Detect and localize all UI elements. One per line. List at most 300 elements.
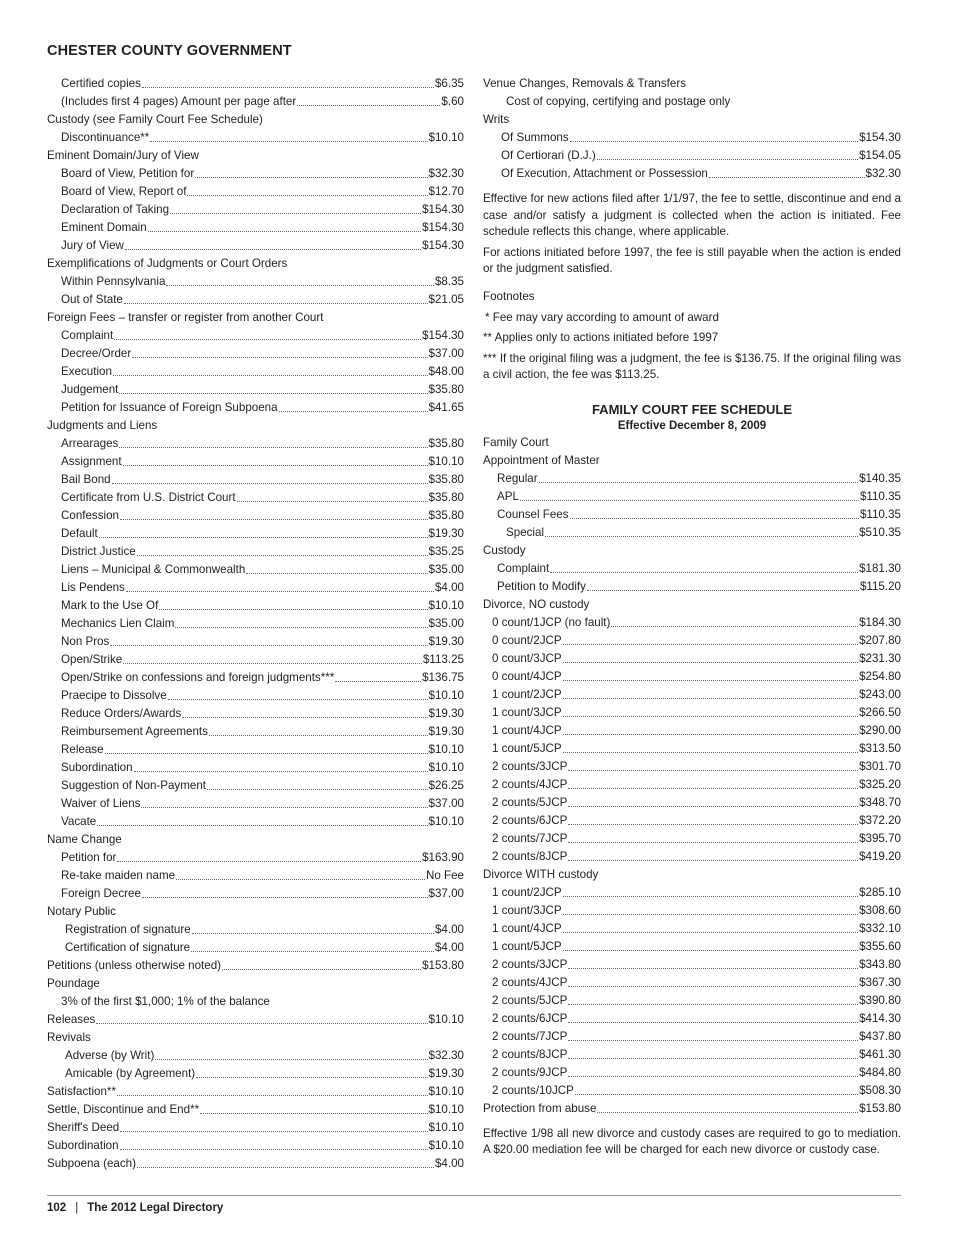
fee-label: Vacate	[61, 815, 97, 828]
fee-amount: $10.10	[428, 1085, 464, 1098]
fee-row	[47, 525, 464, 543]
fee-label: 2 counts/10JCP	[492, 1083, 574, 1097]
fee-row	[483, 632, 901, 650]
fee-amount: $343.80	[859, 957, 901, 971]
fee-row	[47, 813, 464, 831]
fee-amount: $163.90	[422, 851, 464, 864]
dot-leader	[597, 147, 858, 160]
fee-category-heading	[483, 93, 901, 111]
fee-label: Sheriff's Deed	[47, 1121, 120, 1134]
dot-leader	[568, 758, 858, 771]
effective-new-actions-note: Effective for new actions filed after 1/1/97, the fee to settle, discontinue and end a case and/or satisfy a judgment is collected when the action is initiated. Fee schedule reflects this change, where applicable.	[483, 192, 901, 238]
fee-amount: $10.10	[428, 761, 464, 774]
fee-row	[483, 129, 901, 147]
dot-leader	[105, 741, 428, 754]
fee-label: Jury of View	[61, 239, 124, 252]
fee-label: (Includes first 4 pages) Amount per page after	[61, 95, 297, 108]
fee-amount: $19.30	[428, 707, 464, 720]
fee-amount: No Fee	[425, 869, 464, 882]
fee-amount: $37.00	[428, 797, 464, 810]
fee-amount: $10.10	[428, 815, 464, 828]
dot-leader	[568, 992, 858, 1005]
dot-leader	[114, 327, 421, 340]
fee-row	[483, 470, 901, 488]
fee-amount: $35.00	[428, 563, 464, 576]
fee-amount: $10.10	[428, 1121, 464, 1134]
footer-rule	[47, 1195, 901, 1196]
fee-row	[47, 579, 464, 597]
fee-amount: $290.00	[859, 723, 901, 737]
fee-category-heading	[47, 417, 464, 435]
footnote-3: *** If the original filing was a judgment, the fee is $136.75. If the original filing was a civil action, the fee was $113.25.	[483, 351, 901, 381]
fee-label: Decree/Order	[61, 347, 132, 360]
fee-row	[483, 902, 901, 920]
fee-label: 1 count/2JCP	[492, 687, 562, 701]
dot-leader	[246, 561, 427, 574]
fee-label: Divorce WITH custody	[483, 867, 599, 881]
fee-label: 1 count/4JCP	[492, 723, 562, 737]
fee-label: Foreign Decree	[61, 887, 141, 900]
fee-label: Open/Strike	[61, 653, 123, 666]
fee-label: Petition for	[61, 851, 117, 864]
dot-leader	[568, 1028, 858, 1041]
fee-amount: $10.10	[428, 455, 464, 468]
fee-row	[47, 291, 464, 309]
dot-leader	[611, 614, 858, 627]
fee-amount: $115.20	[859, 579, 901, 593]
fee-category-heading	[47, 1029, 464, 1047]
fee-amount: $10.10	[428, 599, 464, 612]
fee-row	[47, 795, 464, 813]
fee-amount: $35.80	[428, 437, 464, 450]
fee-row	[47, 597, 464, 615]
fee-label: Petitions (unless otherwise noted)	[47, 959, 221, 972]
fee-amount: $395.70	[859, 831, 901, 845]
fee-row	[47, 75, 464, 93]
fee-row	[47, 201, 464, 219]
dot-leader	[563, 722, 858, 735]
fee-category-heading	[483, 75, 901, 93]
fee-label: 1 count/5JCP	[492, 741, 562, 755]
fee-label: Registration of signature	[65, 923, 191, 936]
fee-label: 3% of the first $1,000; 1% of the balance	[61, 995, 270, 1008]
fee-label: Complaint	[497, 561, 550, 575]
dot-leader	[563, 686, 858, 699]
fee-amount: $110.35	[859, 507, 901, 521]
dot-leader	[568, 974, 858, 987]
fee-label: Bail Bond	[61, 473, 111, 486]
fee-amount: $313.50	[859, 741, 901, 755]
fee-amount: $153.80	[859, 1101, 901, 1115]
fee-row	[483, 686, 901, 704]
fee-label: 0 count/2JCP	[492, 633, 562, 647]
dot-leader	[279, 399, 428, 412]
fee-row	[47, 1137, 464, 1155]
fee-label: Subordination	[61, 761, 133, 774]
fee-label: Counsel Fees	[497, 507, 569, 521]
fee-amount: $207.80	[859, 633, 901, 647]
fee-label: Declaration of Taking	[61, 203, 170, 216]
fee-label: Out of State	[61, 293, 123, 306]
dot-leader	[126, 579, 434, 592]
fee-category-heading	[47, 255, 464, 273]
fee-amount: $32.30	[865, 167, 901, 180]
dot-leader	[209, 723, 428, 736]
fee-category-heading	[483, 866, 901, 884]
fee-row	[483, 722, 901, 740]
fee-label: Mark to the Use Of	[61, 599, 159, 612]
fee-row	[483, 794, 901, 812]
fee-row	[47, 723, 464, 741]
dot-leader	[237, 489, 428, 502]
fee-amount: $19.30	[428, 725, 464, 738]
dot-leader	[150, 129, 427, 142]
fee-label: Custody	[483, 543, 526, 557]
fee-row	[483, 578, 901, 596]
fee-row	[47, 273, 464, 291]
dot-leader	[195, 165, 427, 178]
dot-leader	[563, 920, 858, 933]
fee-category-heading	[483, 596, 901, 614]
fee-label: Special	[506, 525, 545, 539]
fee-amount: $35.80	[428, 491, 464, 504]
fee-label: Regular	[497, 471, 538, 485]
fee-label: Cost of copying, certifying and postage only	[506, 95, 731, 108]
fee-amount: $154.05	[859, 149, 901, 162]
dot-leader	[563, 650, 858, 663]
fee-row	[47, 867, 464, 885]
dot-leader	[187, 183, 427, 196]
fee-label: Reimbursement Agreements	[61, 725, 208, 738]
fee-amount: $19.30	[428, 527, 464, 540]
fee-row	[47, 165, 464, 183]
fee-amount: $41.65	[428, 401, 464, 414]
fee-label: Divorce, NO custody	[483, 597, 590, 611]
fee-label: Assignment	[61, 455, 122, 468]
fee-amount: $32.30	[428, 1049, 464, 1062]
fee-row	[47, 471, 464, 489]
fee-label: Of Execution, Attachment or Possession	[501, 167, 708, 180]
fee-row	[47, 633, 464, 651]
dot-leader	[119, 435, 427, 448]
fee-amount: $32.30	[428, 167, 464, 180]
fee-amount: $12.70	[428, 185, 464, 198]
fee-row	[483, 704, 901, 722]
fee-row	[483, 812, 901, 830]
fee-amount: $484.80	[859, 1065, 901, 1079]
dot-leader	[123, 453, 428, 466]
dot-leader	[196, 1065, 427, 1078]
dot-leader	[568, 1046, 858, 1059]
dot-leader	[182, 705, 427, 718]
dot-leader	[155, 1047, 427, 1060]
fee-amount: $390.80	[859, 993, 901, 1007]
fee-row	[47, 885, 464, 903]
fee-label: APL	[497, 489, 519, 503]
fee-amount: $8.35	[434, 275, 464, 288]
dot-leader	[166, 273, 434, 286]
fee-label: Subordination	[47, 1139, 119, 1152]
fee-amount: $510.35	[859, 525, 901, 539]
fee-label: Certified copies	[61, 77, 141, 90]
fee-label: 2 counts/7JCP	[492, 831, 568, 845]
dot-leader	[563, 902, 858, 915]
fee-label: Petition to Modify	[497, 579, 586, 593]
fee-category-heading	[483, 452, 901, 470]
fee-row	[483, 524, 901, 542]
fee-amount: $355.60	[859, 939, 901, 953]
fee-label: 2 counts/4JCP	[492, 777, 568, 791]
fee-row	[47, 363, 464, 381]
before-1997-note: For actions initiated before 1997, the fee is still payable when the action is ended or the judgment satisfied.	[483, 245, 901, 275]
fee-label: Amicable (by Agreement)	[65, 1067, 196, 1080]
fee-amount: $48.00	[428, 365, 464, 378]
fee-label: Release	[61, 743, 104, 756]
fee-row	[483, 830, 901, 848]
fee-row	[47, 183, 464, 201]
fee-amount: $508.30	[859, 1083, 901, 1097]
dot-leader	[568, 776, 858, 789]
fee-amount: $35.80	[428, 383, 464, 396]
dot-leader	[123, 651, 422, 664]
fee-amount: $367.30	[859, 975, 901, 989]
fee-amount: $231.30	[859, 651, 901, 665]
fee-row	[483, 1028, 901, 1046]
dot-leader	[120, 507, 428, 520]
right-fee-column	[483, 75, 901, 1159]
fee-label: Protection from abuse	[483, 1101, 597, 1115]
page-number: 102	[47, 1202, 67, 1214]
fee-row	[483, 1010, 901, 1028]
dot-leader	[124, 291, 428, 304]
fee-amount: $10.10	[428, 689, 464, 702]
dot-leader	[120, 1119, 427, 1132]
fee-amount: $110.35	[859, 489, 901, 503]
fee-row	[483, 650, 901, 668]
fee-row	[47, 219, 464, 237]
fee-amount: $154.30	[422, 221, 464, 234]
dot-leader	[709, 165, 865, 178]
dot-leader	[97, 813, 427, 826]
fee-label: 2 counts/6JCP	[492, 813, 568, 827]
dot-leader	[545, 524, 858, 537]
venue-and-writs-list	[483, 75, 901, 183]
fee-label: Board of View, Petition for	[61, 167, 195, 180]
footer-separator: |	[75, 1202, 79, 1214]
fee-row	[47, 345, 464, 363]
fee-label: Exemplifications of Judgments or Court Orders	[47, 257, 288, 270]
fee-label: Venue Changes, Removals & Transfers	[483, 77, 686, 90]
dot-leader	[134, 759, 428, 772]
fee-row	[47, 1119, 464, 1137]
fee-label: Waiver of Liens	[61, 797, 141, 810]
fee-row	[47, 507, 464, 525]
dot-leader	[563, 632, 858, 645]
fee-category-heading	[47, 831, 464, 849]
fee-amount: $301.70	[859, 759, 901, 773]
fee-row	[483, 506, 901, 524]
fee-category-heading	[47, 309, 464, 327]
dot-leader	[141, 795, 427, 808]
family-court-subtitle: Effective December 8, 2009	[617, 419, 767, 432]
fee-label: Lis Pendens	[61, 581, 125, 594]
dot-leader	[568, 1064, 858, 1077]
fee-label: Custody (see Family Court Fee Schedule)	[47, 113, 263, 126]
fee-label: Confession	[61, 509, 120, 522]
fee-label: District Justice	[61, 545, 136, 558]
fee-row	[483, 165, 901, 183]
dot-leader	[132, 345, 427, 358]
fee-label: Arrearages	[61, 437, 119, 450]
fee-row	[47, 561, 464, 579]
fee-row	[483, 1082, 901, 1100]
dot-leader	[137, 1155, 434, 1168]
fee-row	[483, 938, 901, 956]
dot-leader	[550, 560, 858, 573]
fee-label: 2 counts/6JCP	[492, 1011, 568, 1025]
footnote-2: ** Applies only to actions initiated before 1997	[483, 331, 719, 344]
fee-row	[47, 759, 464, 777]
dot-leader	[539, 470, 858, 483]
fee-label: 2 counts/8JCP	[492, 849, 568, 863]
fee-amount: $153.80	[422, 959, 464, 972]
dot-leader	[520, 488, 859, 501]
dot-leader	[207, 777, 428, 790]
fee-amount: $154.30	[422, 203, 464, 216]
fee-amount: $19.30	[428, 635, 464, 648]
fee-amount: $140.35	[859, 471, 901, 485]
dot-leader	[168, 687, 428, 700]
fee-amount: $10.10	[428, 1139, 464, 1152]
fee-label: Praecipe to Dissolve	[61, 689, 167, 702]
fee-label: 2 counts/5JCP	[492, 795, 568, 809]
fee-amount: $154.30	[422, 239, 464, 252]
fee-label: Releases	[47, 1013, 96, 1026]
dot-leader	[117, 849, 421, 862]
fee-amount: $285.10	[859, 885, 901, 899]
family-court-fee-list	[483, 434, 901, 1118]
dot-leader	[568, 812, 858, 825]
fee-amount: $35.80	[428, 509, 464, 522]
fee-label: Eminent Domain/Jury of View	[47, 149, 199, 162]
fee-label: 1 count/4JCP	[492, 921, 562, 935]
fee-label: Board of View, Report of	[61, 185, 187, 198]
dot-leader	[335, 669, 421, 682]
dot-leader	[112, 471, 428, 484]
dot-leader	[563, 740, 858, 753]
fee-amount: $4.00	[434, 581, 464, 594]
footnotes-heading: Footnotes	[483, 289, 535, 303]
fee-label: Certificate from U.S. District Court	[61, 491, 236, 504]
fee-label: Mechanics Lien Claim	[61, 617, 175, 630]
fee-amount: $181.30	[859, 561, 901, 575]
dot-leader	[200, 1101, 427, 1114]
dot-leader	[222, 957, 421, 970]
fee-row	[483, 560, 901, 578]
fee-category-heading	[47, 903, 464, 921]
fee-row	[483, 668, 901, 686]
fee-label: Notary Public	[47, 905, 116, 918]
fee-label: 0 count/1JCP (no fault)	[492, 615, 611, 629]
fee-amount: $348.70	[859, 795, 901, 809]
fee-label: 1 count/3JCP	[492, 705, 562, 719]
dot-leader	[117, 1083, 428, 1096]
fee-category-heading	[47, 147, 464, 165]
fee-row	[47, 849, 464, 867]
fee-amount: $437.80	[859, 1029, 901, 1043]
fee-label: 2 counts/8JCP	[492, 1047, 568, 1061]
fee-label: Non Pros	[61, 635, 110, 648]
fee-amount: $10.10	[428, 1013, 464, 1026]
fee-row	[47, 435, 464, 453]
dot-leader	[159, 597, 427, 610]
dot-leader	[568, 956, 858, 969]
dot-leader	[113, 363, 428, 376]
fee-label: 2 counts/3JCP	[492, 957, 568, 971]
fee-label: Family Court	[483, 435, 549, 449]
fee-label: 2 counts/9JCP	[492, 1065, 568, 1079]
fee-amount: $461.30	[859, 1047, 901, 1061]
dot-leader	[568, 830, 858, 843]
fee-row	[47, 1101, 464, 1119]
dot-leader	[568, 794, 858, 807]
fee-category-heading	[483, 111, 901, 129]
dot-leader	[148, 219, 421, 232]
fee-label: 2 counts/5JCP	[492, 993, 568, 1007]
fee-row	[47, 93, 464, 111]
fee-label: Re-take maiden name	[61, 869, 176, 882]
dot-leader	[175, 615, 427, 628]
fee-label: Liens – Municipal & Commonwealth	[61, 563, 246, 576]
fee-row	[47, 921, 464, 939]
fee-label: 0 count/4JCP	[492, 669, 562, 683]
fee-amount: $37.00	[428, 347, 464, 360]
fee-label: Discontinuance**	[61, 131, 150, 144]
fee-label: Suggestion of Non-Payment	[61, 779, 207, 792]
fee-row	[47, 957, 464, 975]
dot-leader	[587, 578, 859, 591]
fee-row	[47, 705, 464, 723]
footnote-1: * Fee may vary according to amount of award	[485, 310, 719, 324]
fee-amount: $35.00	[428, 617, 464, 630]
fee-amount: $.60	[441, 95, 464, 108]
fee-amount: $6.35	[434, 77, 464, 90]
fee-row	[483, 776, 901, 794]
fee-amount: $19.30	[428, 1067, 464, 1080]
fee-row	[483, 956, 901, 974]
fee-row	[47, 381, 464, 399]
fee-row	[47, 651, 464, 669]
fee-amount: $308.60	[859, 903, 901, 917]
fee-label: Judgments and Liens	[47, 419, 158, 432]
fee-row	[483, 884, 901, 902]
fee-label: Subpoena (each)	[47, 1157, 136, 1170]
dot-leader	[570, 506, 859, 519]
fee-label: Reduce Orders/Awards	[61, 707, 182, 720]
fee-row	[483, 1046, 901, 1064]
dot-leader	[96, 1011, 427, 1024]
fee-label: Settle, Discontinue and End**	[47, 1103, 200, 1116]
fee-row	[47, 1065, 464, 1083]
fee-label: Foreign Fees – transfer or register from another Court	[47, 311, 324, 324]
dot-leader	[297, 93, 440, 106]
fee-row	[483, 974, 901, 992]
dot-leader	[568, 1010, 858, 1023]
fee-row	[47, 543, 464, 561]
dot-leader	[110, 633, 427, 646]
fee-label: Writs	[483, 113, 510, 126]
fee-row	[47, 687, 464, 705]
